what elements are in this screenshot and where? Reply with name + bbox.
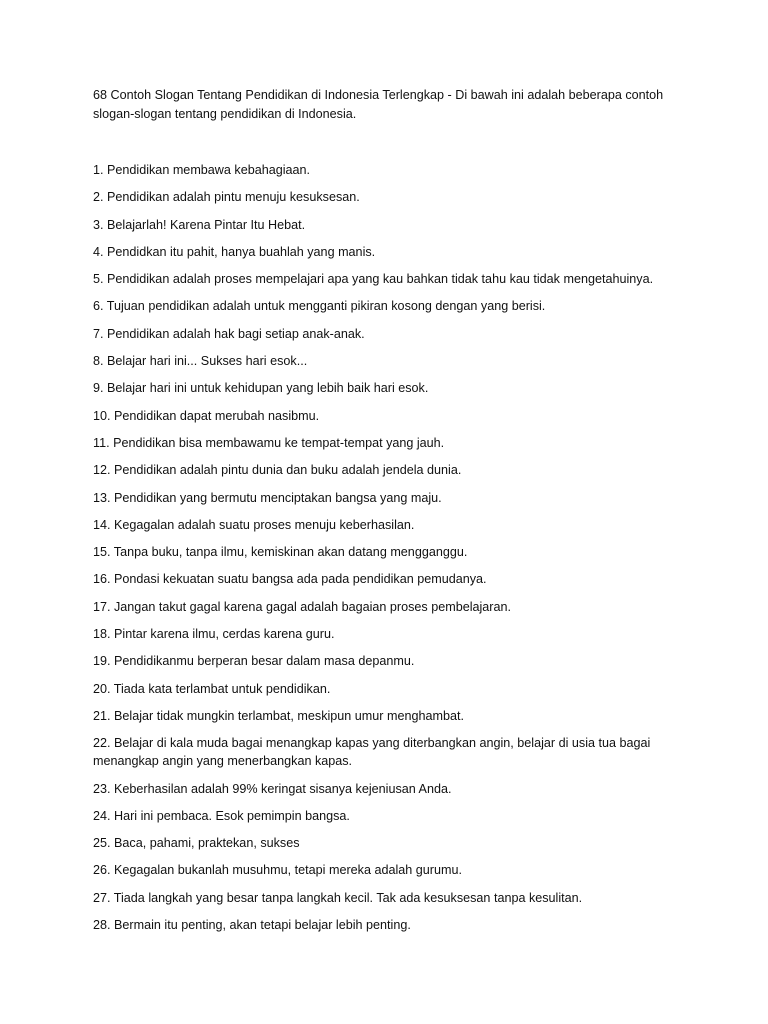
list-item: 22. Belajar di kala muda bagai menangkap kapas yang diterbangkan angin, belajar di usia tua bagai menangkap angin yang menerbangkan kapas.: [93, 736, 651, 769]
list-item: 10. Pendidikan dapat merubah nasibmu.: [93, 408, 320, 423]
list-item: 17. Jangan takut gagal karena gagal adalah bagaian proses pembelajaran.: [93, 599, 512, 614]
list-item: 13. Pendidikan yang bermutu menciptakan bangsa yang maju.: [93, 490, 442, 505]
list-item: 1. Pendidikan membawa kebahagiaan.: [93, 163, 311, 177]
list-item: 28. Bermain itu penting, akan tetapi belajar lebih penting.: [93, 918, 411, 933]
list-item: 8. Belajar hari ini... Sukses hari esok...: [93, 354, 308, 369]
list-item: 6. Tujuan pendidikan adalah untuk mengganti pikiran kosong dengan yang berisi.: [93, 299, 546, 314]
list-item: 5. Pendidikan adalah proses mempelajari apa yang kau bahkan tidak tahu kau tidak mengetahuinya.: [93, 272, 654, 287]
list-item: 9. Belajar hari ini untuk kehidupan yang lebih baik hari esok.: [93, 381, 429, 396]
list-item: 27. Tiada langkah yang besar tanpa langkah kecil. Tak ada kesuksesan tanpa kesulitan.: [93, 890, 583, 905]
list-item: 24. Hari ini pembaca. Esok pemimpin bangsa.: [93, 808, 350, 823]
slogan-list: [93, 161, 708, 934]
intro-paragraph: 68 Contoh Slogan Tentang Pendidikan di Indonesia Terlengkap - Di bawah ini adalah beberapa contoh slogan-slogan tentang pendidikan di Indonesia.: [93, 88, 664, 121]
list-item: 11. Pendidikan bisa membawamu ke tempat-tempat yang jauh.: [93, 435, 445, 450]
list-item: 20. Tiada kata terlambat untuk pendidikan.: [93, 681, 331, 696]
list-item: 7. Pendidikan adalah hak bagi setiap anak-anak.: [93, 326, 365, 341]
list-item: 21. Belajar tidak mungkin terlambat, meskipun umur menghambat.: [93, 708, 464, 723]
list-item: 26. Kegagalan bukanlah musuhmu, tetapi mereka adalah gurumu.: [93, 863, 462, 878]
list-item: 12. Pendidikan adalah pintu dunia dan buku adalah jendela dunia.: [93, 463, 462, 478]
list-item: 25. Baca, pahami, praktekan, sukses: [93, 836, 300, 851]
list-item: 14. Kegagalan adalah suatu proses menuju keberhasilan.: [93, 517, 415, 532]
list-item: 2. Pendidikan adalah pintu menuju kesuksesan.: [93, 190, 360, 205]
list-item: 15. Tanpa buku, tanpa ilmu, kemiskinan akan datang mengganggu.: [93, 545, 468, 560]
list-item: 16. Pondasi kekuatan suatu bangsa ada pada pendidikan pemudanya.: [93, 572, 487, 587]
list-item: 23. Keberhasilan adalah 99% keringat sisanya kejeniusan Anda.: [93, 781, 452, 796]
list-item: 18. Pintar karena ilmu, cerdas karena guru.: [93, 627, 335, 642]
list-item: 3. Belajarlah! Karena Pintar Itu Hebat.: [93, 217, 306, 232]
list-item: 19. Pendidikanmu berperan besar dalam masa depanmu.: [93, 654, 415, 669]
list-item: 4. Pendidkan itu pahit, hanya buahlah yang manis.: [93, 244, 376, 259]
